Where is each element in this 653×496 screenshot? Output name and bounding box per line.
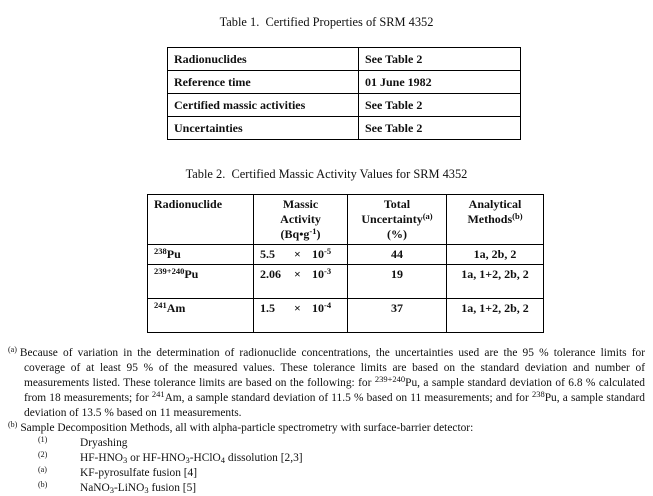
header-line: Total xyxy=(383,197,411,211)
uncertainty-cell: 44 xyxy=(348,245,447,265)
uncertainty-cell: 37 xyxy=(348,299,447,333)
header-line: Methods$^{(b)}$ xyxy=(467,211,523,226)
power-of-ten: $10^{-4}$ xyxy=(312,300,332,315)
decomposition-method-item: $^{(b)}$ NaNO$_3$-LiNO$_3$ fusion [5] xyxy=(38,480,197,495)
table1-property: Reference time xyxy=(168,71,359,94)
table-row xyxy=(168,71,521,94)
exponent: -4 xyxy=(324,300,332,310)
table1-property: Radionuclides xyxy=(168,48,359,71)
footnote-b-marker: (b) xyxy=(8,420,18,429)
item-text: KF-pyrosulfate fusion [4] xyxy=(80,467,198,479)
footnote-b xyxy=(8,421,645,436)
nuclide-cell xyxy=(148,265,254,299)
table1-certified-properties xyxy=(167,47,521,140)
footnote-a-text: Because of variation in the determination of radionuclide concentrations, the uncertainties used are the 95 % tolerance limits for coverage of at least 95 % of the measured values. These tolerance limits are based on the standard deviation and number of measurements listed. These tolerance limits are based on the following: for $^{239+240}$Pu, a sample standard deviation of 6.8 % calculated from 18 measurements; for $^{241}$Am, a sample standard deviation of 11.5 % based on 11 measurements; and for $^{238}$Pu, a sample standard deviation of 13.5 % based on 11 measurements. xyxy=(19,347,645,419)
table1-value: See Table 2 xyxy=(359,117,521,140)
activity-mantissa: 1.5 xyxy=(260,301,275,315)
item-text: $HF-HNO_3$ or $HF-HNO_3-HClO_4$ dissolution [2,3] xyxy=(80,452,303,465)
footnote-a xyxy=(8,346,645,421)
header-line: Uncertainty$^{(a)}$ xyxy=(361,211,433,226)
table1-title: Table 1. Certified Properties of SRM 4352 xyxy=(219,15,434,29)
col-header-total-uncertainty xyxy=(348,195,447,245)
nuclide-mass-number: 239+240 xyxy=(154,266,185,276)
col-header-analytical-methods xyxy=(447,195,544,245)
nuclide-symbol: Am xyxy=(166,301,186,315)
table1-property: Uncertainties xyxy=(168,117,359,140)
item-text: NaNO$_3$-LiNO$_3$ fusion [5] xyxy=(80,482,197,495)
table1-value: See Table 2 xyxy=(359,48,521,71)
exponent: -5 xyxy=(324,246,332,256)
multiplication-sign: × xyxy=(294,301,301,315)
nuclide-cell xyxy=(148,245,254,265)
table1-property: Certified massic activities xyxy=(168,94,359,117)
table-row xyxy=(168,94,521,117)
power-of-ten: $10^{-3}$ xyxy=(312,266,332,281)
activity-mantissa: 2.06 xyxy=(260,267,281,281)
methods-cell: 1a, 1+2, 2b, 2 xyxy=(447,265,544,299)
nuclide-cell xyxy=(148,299,254,333)
header-line: Massic xyxy=(282,197,319,211)
footnotes-section xyxy=(8,346,645,496)
exponent: -3 xyxy=(324,266,332,276)
header-unit: $(Bq•g^{-1})$ xyxy=(280,226,321,241)
decomposition-method-item: $^{(2)}$ $HF-HNO_3$ or $HF-HNO_3-HClO_4$ dissolution [2,3] xyxy=(38,450,303,465)
table-row xyxy=(168,117,521,140)
activity-mantissa: 5.5 xyxy=(260,247,275,261)
table1-value: See Table 2 xyxy=(359,94,521,117)
header-line: Activity xyxy=(280,212,321,226)
col-header-radionuclide: Radionuclide xyxy=(148,195,254,245)
table-row xyxy=(148,299,544,333)
footnote-ref-b: (b) xyxy=(512,211,523,221)
massic-activity-cell xyxy=(254,299,348,333)
table2-massic-activity-values xyxy=(147,194,544,333)
footnote-a-marker: (a) xyxy=(8,345,17,354)
table-header-row xyxy=(148,195,544,245)
footnote-ref-a: (a) xyxy=(422,211,433,221)
table1-value: 01 June 1982 xyxy=(359,71,521,94)
table-row xyxy=(168,48,521,71)
methods-cell: 1a, 1+2, 2b, 2 xyxy=(447,299,544,333)
nuclide-symbol: Pu xyxy=(184,267,199,281)
header-line: (%) xyxy=(387,227,407,241)
massic-activity-cell xyxy=(254,265,348,299)
multiplication-sign: × xyxy=(294,267,301,281)
decomposition-method-item: $^{(a)}$ KF-pyrosulfate fusion [4] xyxy=(38,465,198,479)
power-of-ten: $10^{-5}$ xyxy=(312,246,332,261)
col-header-massic-activity xyxy=(254,195,348,245)
nuclide-symbol: Pu xyxy=(166,247,181,261)
nuclide-mass-number: 238 xyxy=(154,246,167,256)
table2-title: Table 2. Certified Massic Activity Values for SRM 4352 xyxy=(185,167,468,181)
table-row xyxy=(148,245,544,265)
header-line: Analytical xyxy=(468,197,522,211)
unit-exponent: -1 xyxy=(309,226,317,236)
nuclide-mass-number: 241 xyxy=(154,300,167,310)
footnote-b-text: Sample Decomposition Methods, all with alpha-particle spectrometry with surface-barrier detector: xyxy=(20,422,474,434)
uncertainty-cell: 19 xyxy=(348,265,447,299)
table-row xyxy=(148,265,544,299)
methods-cell: 1a, 2b, 2 xyxy=(447,245,544,265)
decomposition-method-item: $^{(1)}$ Dryashing xyxy=(38,435,128,449)
item-text: Dryashing xyxy=(80,437,128,449)
multiplication-sign: × xyxy=(294,247,301,261)
massic-activity-cell xyxy=(254,245,348,265)
